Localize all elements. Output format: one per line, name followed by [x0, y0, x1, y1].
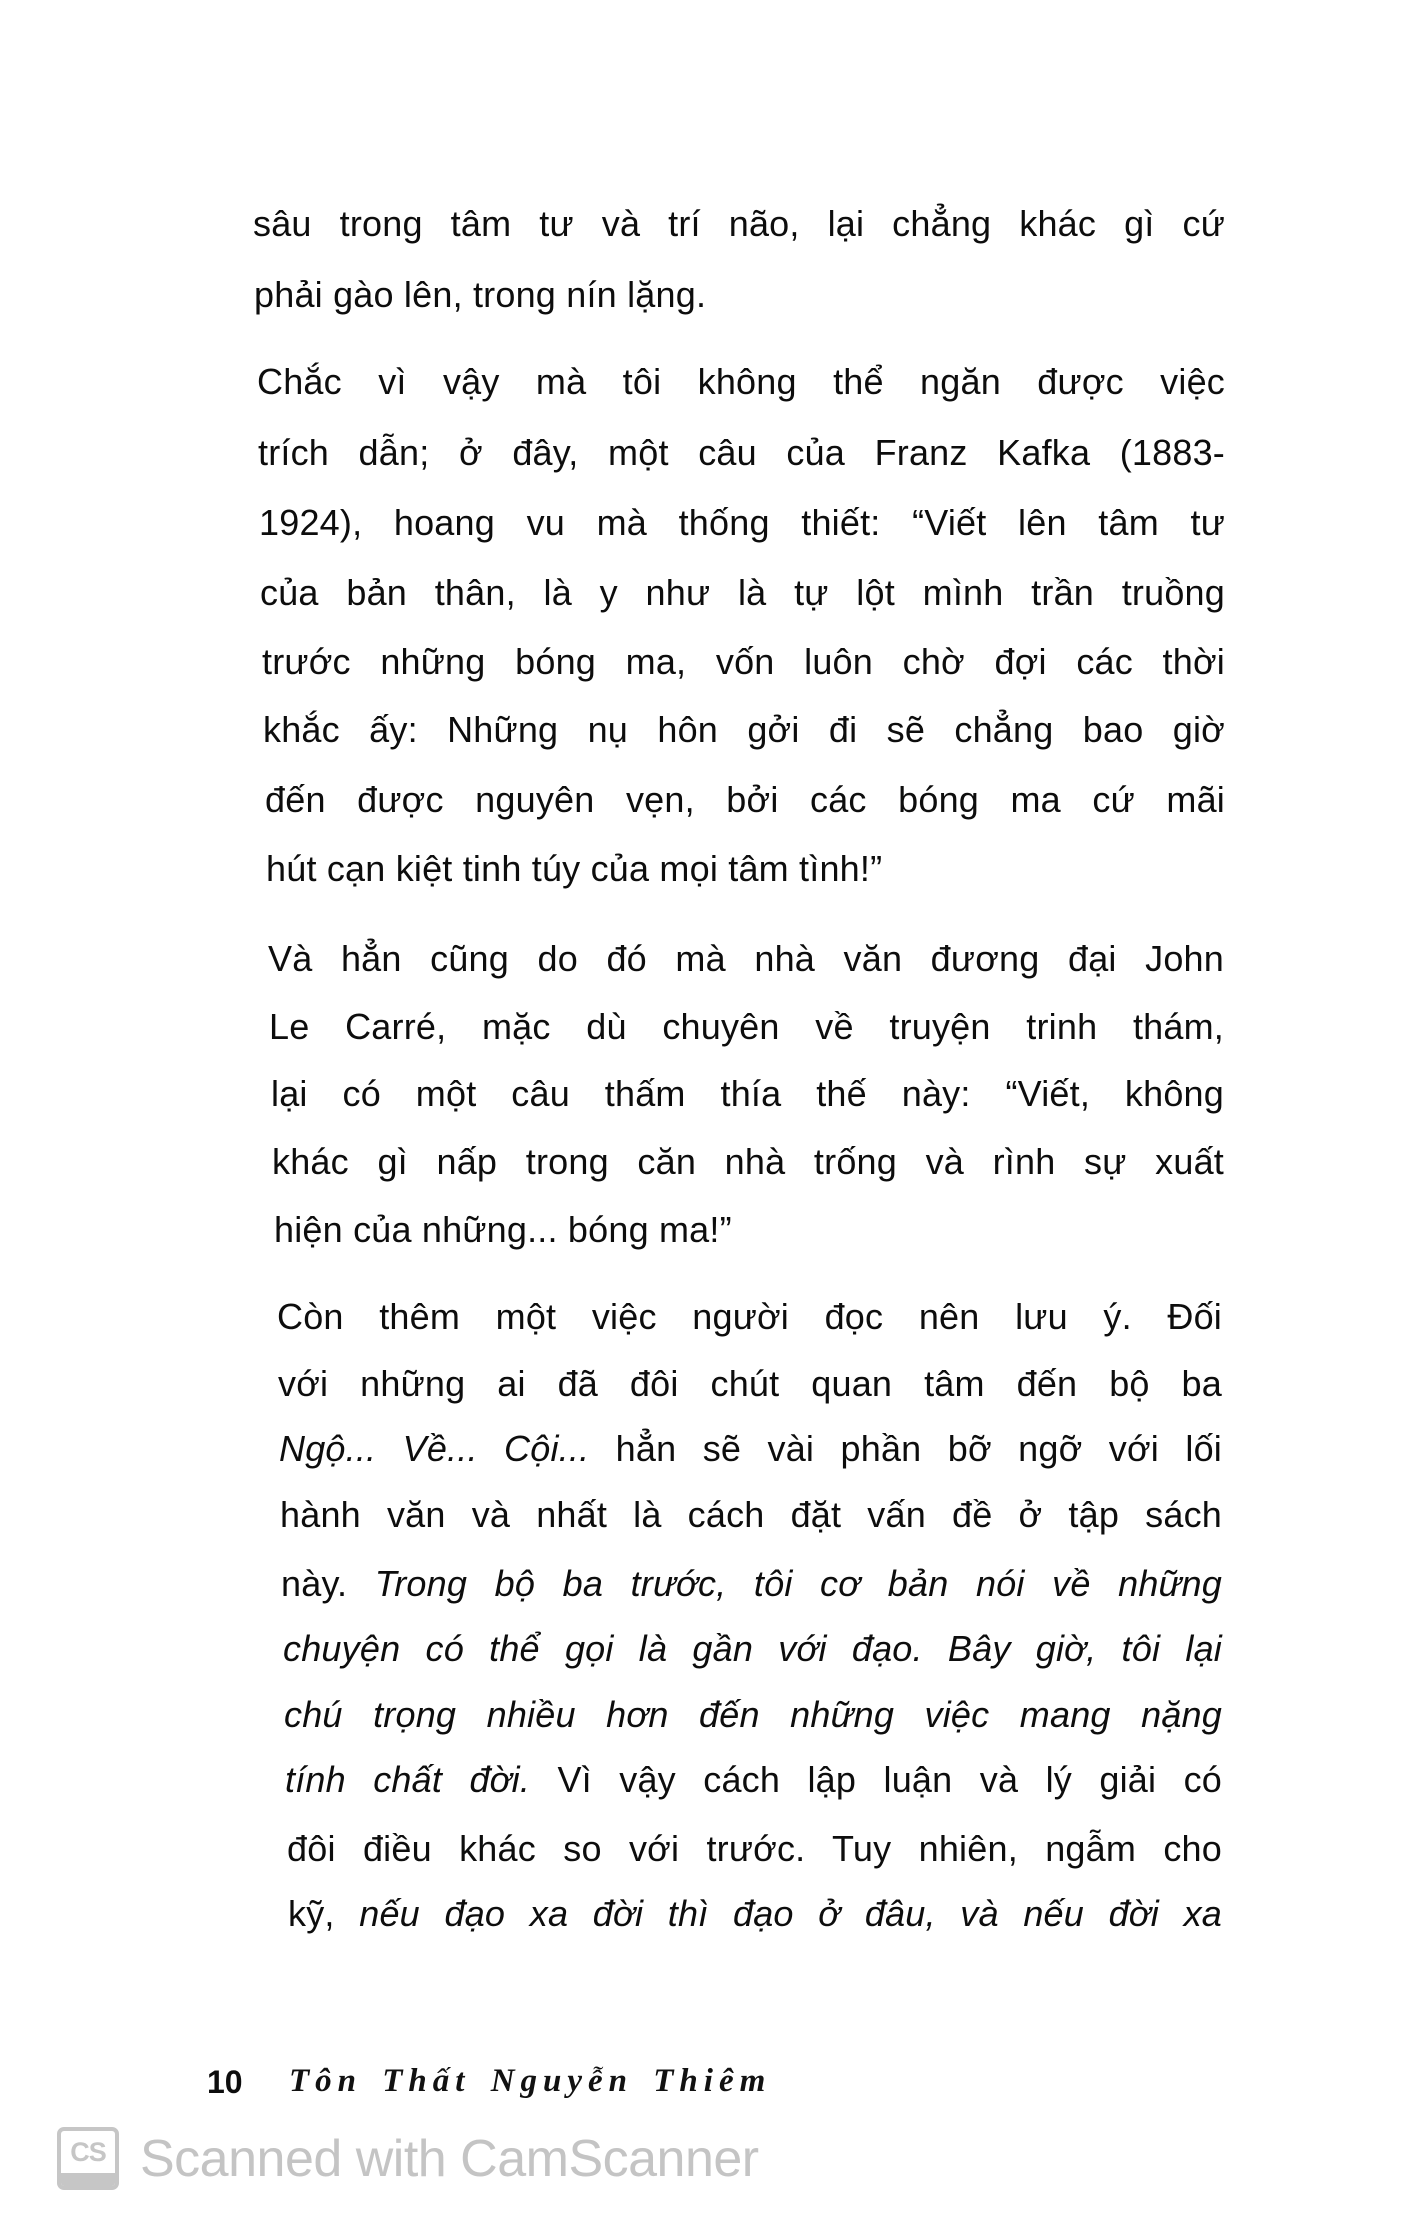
text-line	[281, 1563, 1222, 1604]
text-segment: trước những bóng ma, vốn luôn chờ đợi các thời	[262, 641, 1225, 682]
book-title-italic: Ngộ... Về... Cội...	[279, 1428, 590, 1469]
text-segment: Còn thêm một việc người đọc nên lưu ý. Đối	[277, 1296, 1222, 1337]
text-line	[274, 1209, 1224, 1250]
text-line	[258, 432, 1225, 473]
text-line	[271, 1073, 1224, 1114]
text-segment: Vì vậy cách lập luận và lý giải có	[530, 1759, 1223, 1800]
text-segment: khác gì nấp trong căn nhà trống và rình sự xuất	[272, 1141, 1224, 1182]
text-segment: Chắc vì vậy mà tôi không thể ngăn được việc	[257, 361, 1225, 402]
text-segment: này.	[281, 1563, 375, 1604]
text-segment: phải gào lên, trong nín lặng.	[254, 274, 707, 315]
text-segment-italic: Trong bộ ba trước, tôi cơ bản nói về những	[374, 1563, 1222, 1604]
text-line	[288, 1893, 1222, 1934]
text-line	[280, 1494, 1222, 1535]
running-footer-author: Tôn Thất Nguyễn Thiêm	[289, 2063, 772, 2099]
camscanner-logo-band	[61, 2173, 115, 2186]
text-line	[253, 203, 1225, 244]
text-segment: lại có một câu thấm thía thế này: “Viết, không	[271, 1073, 1224, 1114]
text-segment-italic: chú trọng nhiều hơn đến những việc mang nặng	[284, 1694, 1222, 1735]
text-segment: kỹ,	[288, 1893, 360, 1934]
text-line	[269, 1006, 1224, 1047]
text-segment: hiện của những... bóng ma!”	[274, 1209, 732, 1250]
text-segment: hành văn và nhất là cách đặt vấn đề ở tập sách	[280, 1494, 1222, 1535]
text-segment: đến được nguyên vẹn, bởi các bóng ma cứ mãi	[265, 779, 1225, 820]
text-line	[285, 1759, 1223, 1800]
text-line	[254, 274, 1225, 315]
text-line	[265, 779, 1225, 820]
text-line	[262, 641, 1225, 682]
text-segment-italic: tính chất đời.	[285, 1759, 531, 1800]
text-segment: trích dẫn; ở đây, một câu của Franz Kafka (1883-	[258, 432, 1225, 473]
page-number: 10	[207, 2064, 243, 2100]
text-segment: của bản thân, là y như là tự lột mình trần truồng	[260, 572, 1225, 613]
text-segment: Le Carré, mặc dù chuyên về truyện trinh thám,	[269, 1006, 1224, 1047]
text-line	[257, 361, 1225, 402]
text-segment: hút cạn kiệt tinh túy của mọi tâm tình!”	[266, 848, 883, 889]
text-line	[283, 1628, 1222, 1669]
text-line	[287, 1828, 1222, 1869]
text-line	[259, 502, 1225, 543]
text-segment-italic: nếu đạo xa đời thì đạo ở đâu, và nếu đời xa	[359, 1893, 1222, 1934]
camscanner-watermark-text: Scanned with CamScanner	[140, 2130, 759, 2188]
text-line	[278, 1363, 1222, 1404]
text-line	[266, 848, 1225, 889]
text-segment-italic: chuyện có thể gọi là gần với đạo. Bây giờ, tôi lại	[283, 1628, 1222, 1669]
text-segment: đôi điều khác so với trước. Tuy nhiên, ngẫm cho	[287, 1828, 1222, 1869]
text-segment: hẳn sẽ vài phần bỡ ngỡ với lối	[589, 1428, 1223, 1469]
text-segment: với những ai đã đôi chút quan tâm đến bộ ba	[278, 1363, 1222, 1404]
text-line	[272, 1141, 1224, 1182]
camscanner-logo-text: CS	[70, 2137, 106, 2167]
text-line	[268, 938, 1224, 979]
text-segment: Và hẳn cũng do đó mà nhà văn đương đại John	[268, 938, 1224, 979]
text-line	[277, 1296, 1222, 1337]
text-line	[260, 572, 1225, 613]
text-line	[279, 1428, 1223, 1469]
text-segment: khắc ấy: Những nụ hôn gởi đi sẽ chẳng bao giờ	[263, 709, 1225, 750]
camscanner-logo-icon	[57, 2127, 119, 2190]
text-line	[263, 709, 1225, 750]
text-line	[284, 1694, 1222, 1735]
text-segment: 1924), hoang vu mà thống thiết: “Viết lên tâm tư	[259, 502, 1225, 543]
text-segment: sâu trong tâm tư và trí não, lại chẳng khác gì cứ	[253, 203, 1225, 244]
